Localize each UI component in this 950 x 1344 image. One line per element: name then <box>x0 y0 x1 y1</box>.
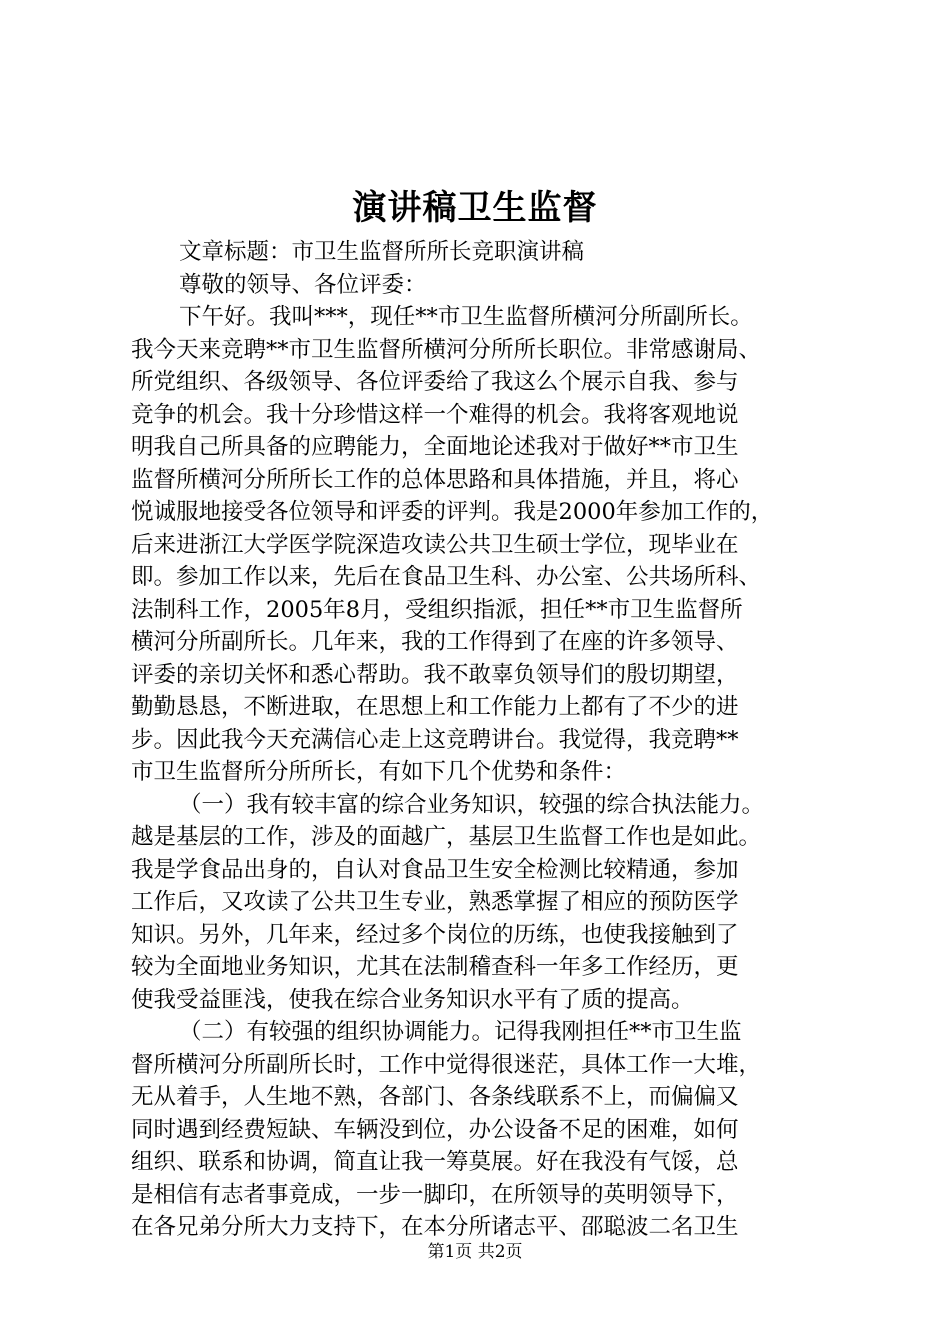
text-line: 法制科工作，2005年8月，受组织指派，担任**市卫生监督所 <box>131 596 743 623</box>
text-line: 在各兄弟分所大力支持下，在本分所诸志平、邵聪波二名卫生 <box>131 1214 739 1240</box>
text-line: 评委的亲切关怀和悉心帮助。我不敢辜负领导们的殷切期望， <box>131 661 739 688</box>
text-line: 组织、联系和协调，简直让我一筹莫展。好在我没有气馁，总 <box>131 1149 739 1175</box>
text-line: 即。参加工作以来，先后在食品卫生科、办公室、公共场所科、 <box>131 564 762 590</box>
text-line: 市卫生监督所分所所长，有如下几个优势和条件： <box>131 759 627 785</box>
text-line: 督所横河分所副所长时，工作中觉得很迷茫，具体工作一大堆， <box>131 1051 762 1078</box>
text-line: 我是学食品出身的，自认对食品卫生安全检测比较精通，参加 <box>131 856 739 883</box>
text-line: 工作后，又攻读了公共卫生专业，熟悉掌握了相应的预防医学 <box>131 889 739 915</box>
text-line: 知识。另外，几年来，经过多个岗位的历练，也使我接触到了 <box>131 921 739 948</box>
text-line: 下午好。我叫***，现任**市卫生监督所横河分所副所长。 <box>179 304 753 330</box>
document-body <box>131 236 861 1244</box>
text-line: 后来进浙江大学医学院深造攻读公共卫生硕士学位，现毕业在 <box>131 531 739 558</box>
text-line: 勤勤恳恳，不断进取，在思想上和工作能力上都有了不少的进 <box>131 694 739 720</box>
text-line: （二）有较强的组织协调能力。记得我刚担任**市卫生监 <box>179 1019 742 1045</box>
text-line: 使我受益匪浅，使我在综合业务知识水平有了质的提高。 <box>131 986 694 1013</box>
text-line: 横河分所副所长。几年来，我的工作得到了在座的许多领导、 <box>131 629 739 655</box>
text-line: 文章标题：市卫生监督所所长竞职演讲稿 <box>179 239 585 265</box>
text-line: 所党组织、各级领导、各位评委给了我这么个展示自我、参与 <box>131 369 739 395</box>
text-line: 无从着手，人生地不熟，各部门、各条线联系不上，而偏偏又 <box>131 1084 739 1110</box>
text-line: 是相信有志者事竟成，一步一脚印，在所领导的英明领导下， <box>131 1181 739 1208</box>
text-line: 同时遇到经费短缺、车辆没到位，办公设备不足的困难，如何 <box>131 1116 739 1143</box>
text-line: 尊敬的领导、各位评委： <box>179 271 427 298</box>
text-line: 明我自己所具备的应聘能力，全面地论述我对于做好**市卫生 <box>131 434 739 460</box>
text-line: 我今天来竞聘**市卫生监督所横河分所所长职位。非常感谢局、 <box>131 336 762 363</box>
page-title: 演讲稿卫生监督 <box>352 188 598 228</box>
page-footer: 第1页 共2页 <box>427 1242 523 1262</box>
text-line: 步。因此我今天充满信心走上这竞聘讲台。我觉得，我竞聘** <box>131 726 739 753</box>
text-line: 竞争的机会。我十分珍惜这样一个难得的机会。我将客观地说 <box>131 401 739 428</box>
text-line: （一）我有较丰富的综合业务知识，较强的综合执法能力。 <box>179 791 765 818</box>
text-line: 较为全面地业务知识，尤其在法制稽查科一年多工作经历，更 <box>131 954 739 980</box>
text-line: 监督所横河分所所长工作的总体思路和具体措施，并且，将心 <box>131 466 739 493</box>
text-line: 越是基层的工作，涉及的面越广，基层卫生监督工作也是如此。 <box>131 824 762 850</box>
text-line: 悦诚服地接受各位领导和评委的评判。我是2000年参加工作的， <box>131 499 774 525</box>
